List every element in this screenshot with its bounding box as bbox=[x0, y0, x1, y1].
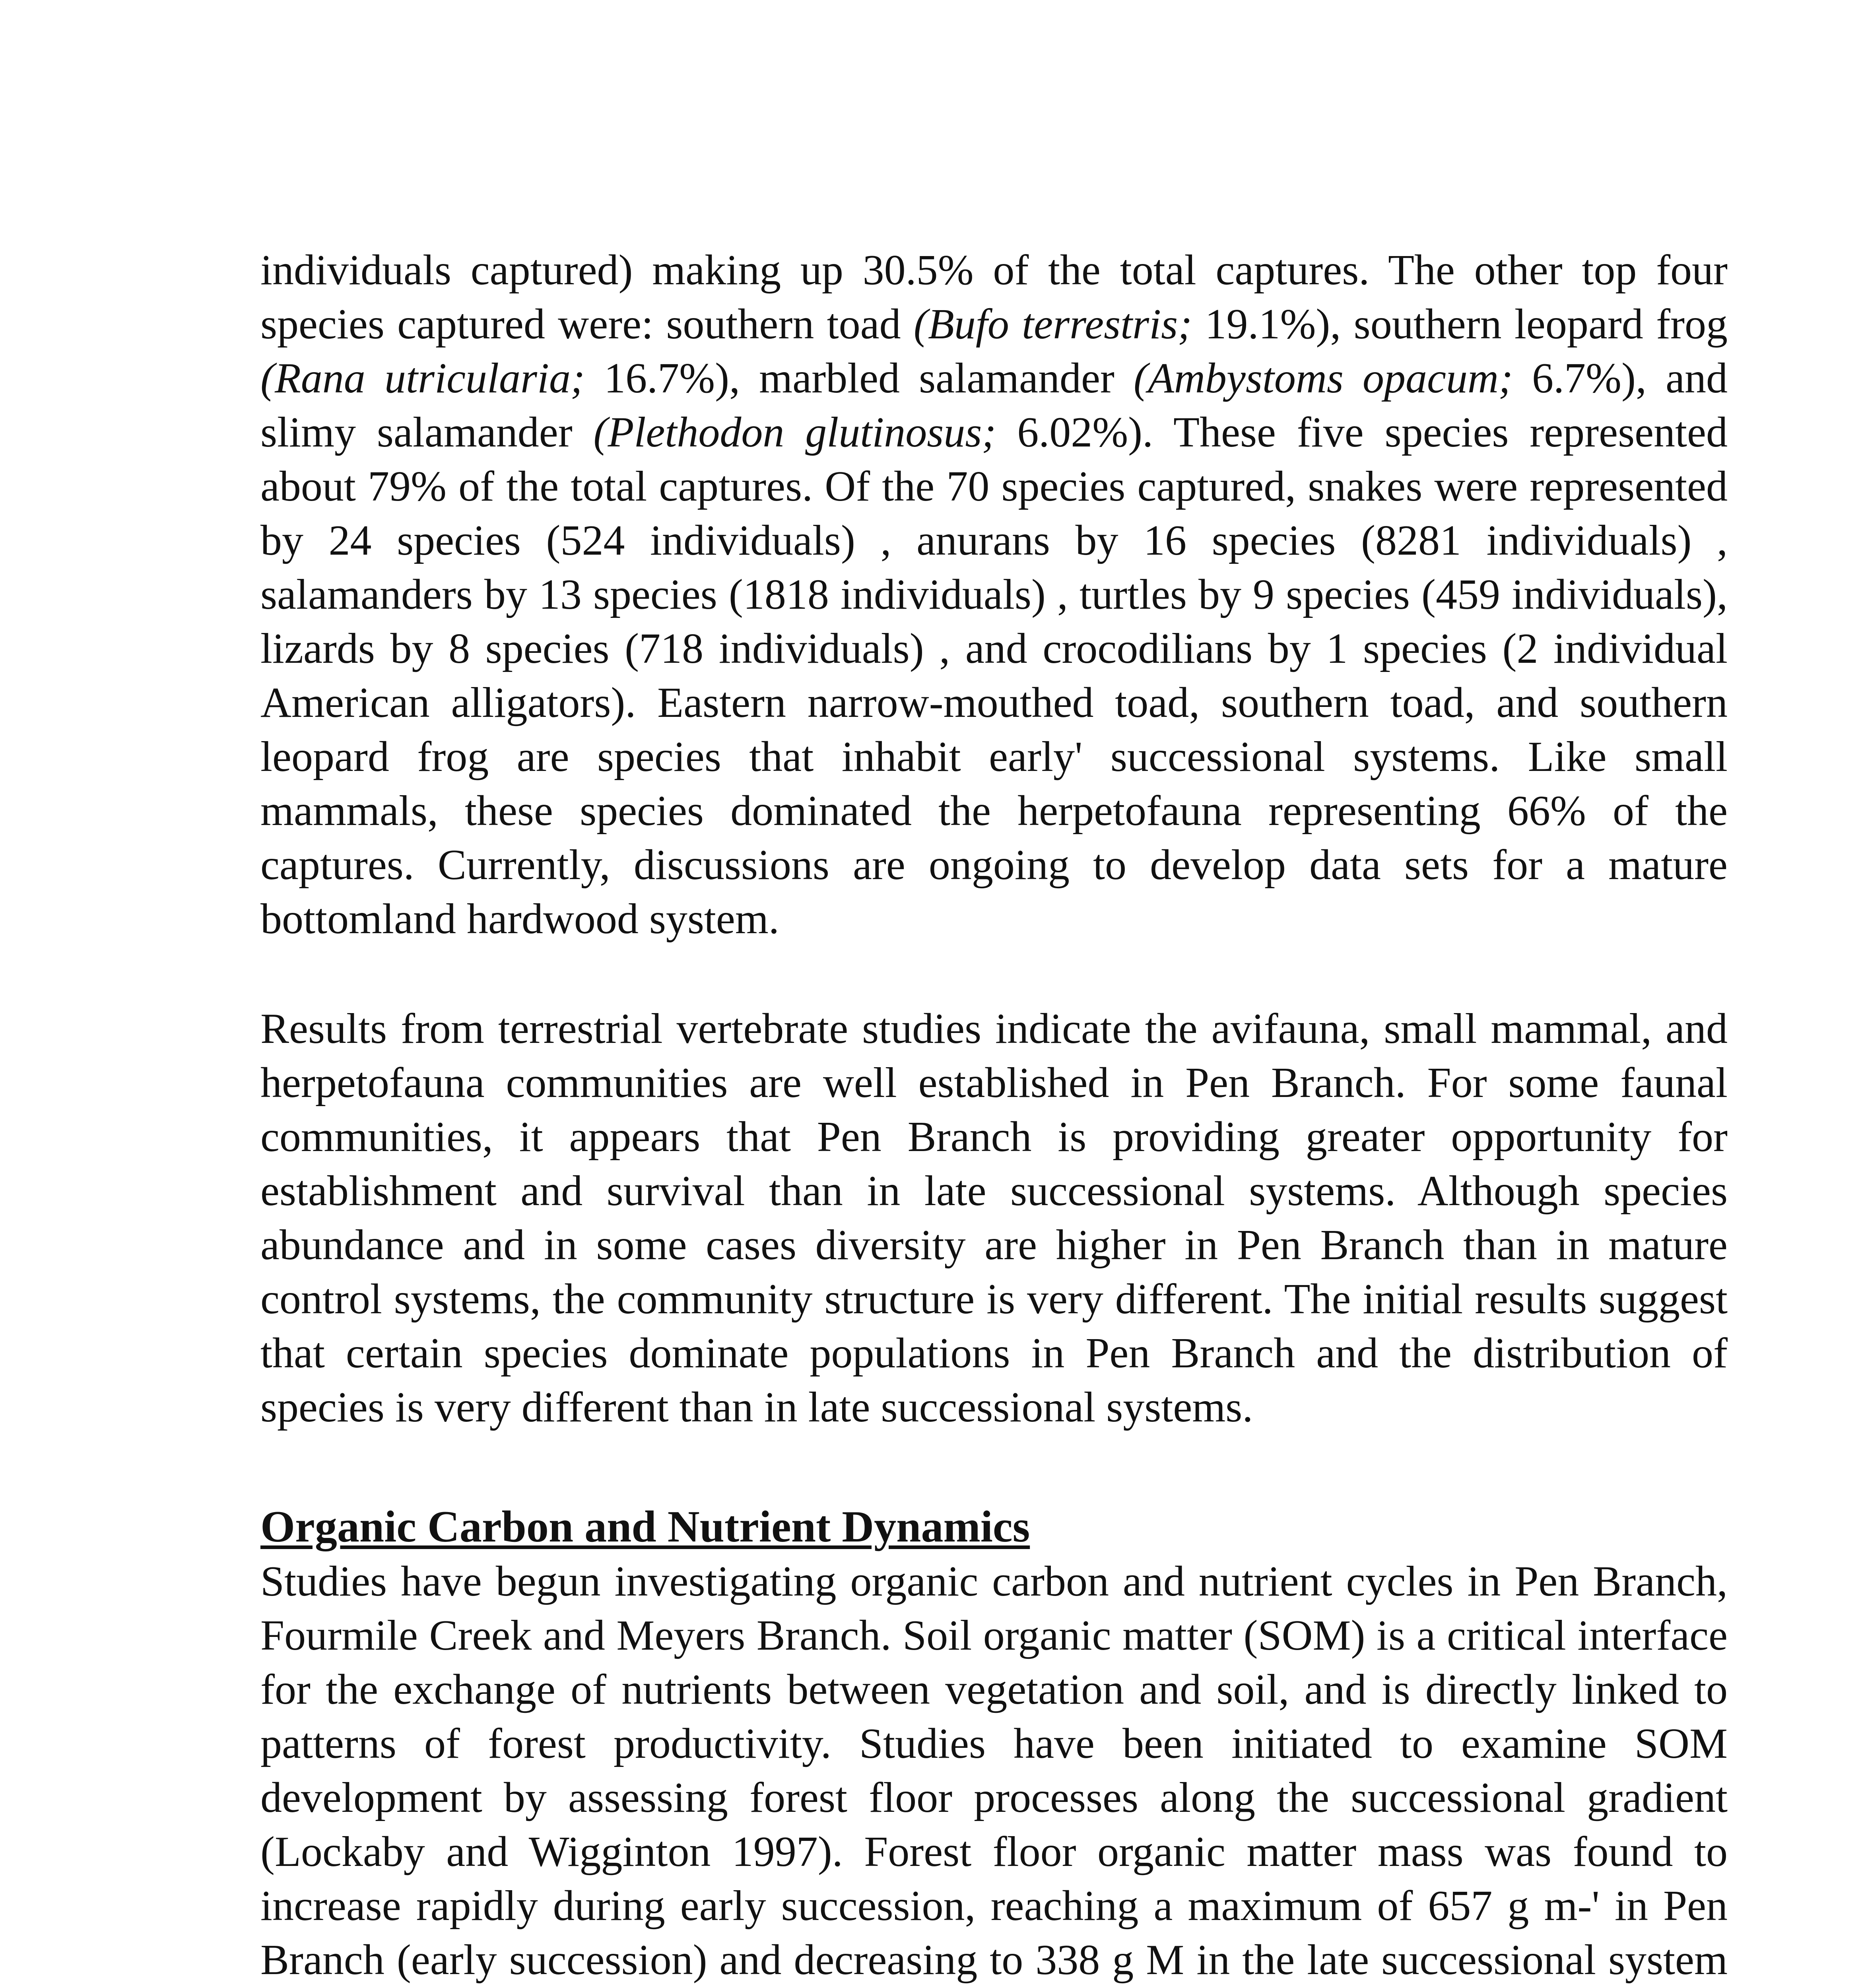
section-heading: Organic Carbon and Nutrient Dynamics bbox=[260, 1502, 1030, 1551]
paragraph-organic-carbon bbox=[260, 1555, 1728, 1988]
paragraph-1-part-2: 19.1%), southern leopard frog bbox=[1192, 301, 1728, 348]
paragraph-vertebrate-results bbox=[260, 1002, 1728, 1435]
species-name-bufo: (Bufo terrestris; bbox=[913, 301, 1192, 348]
paragraph-1-part-3: 16.7%), marbled salamander bbox=[585, 355, 1134, 402]
paragraph-2-text: Results from terrestrial vertebrate studies indicate the avifauna, small mammal, and herpetofauna communities are well established in Pen Branch. For some faunal communities, it appears that Pen Branch is providing greater opportunity for establishment and survival than in late successional systems. Although species abundance and in some cases diversity are higher in Pen Branch than in mature control systems, the community structure is very different. The initial results suggest that certain species dominate populations in Pen Branch and the distribution of species is very different than in late successional systems. bbox=[260, 1005, 1728, 1431]
species-name-rana: (Rana utricularia; bbox=[260, 355, 585, 402]
paragraph-1-part-1: individuals captured) making up 30.5% of the total captures. The other top four species captured were: southern toad bbox=[260, 247, 1728, 348]
species-name-ambystoma: (Ambystoms opacum; bbox=[1133, 355, 1513, 402]
paragraph-1-part-4: 6.7%), and slimy salamander bbox=[260, 355, 1728, 456]
section-heading-block bbox=[260, 1501, 1728, 1553]
species-name-plethodon: (Plethodon glutinosus; bbox=[593, 409, 996, 456]
paragraph-3-text: Studies have begun investigating organic carbon and nutrient cycles in Pen Branch, Fourmile Creek and Meyers Branch. Soil organic matter (SOM) is a critical interface for the exchange of nutrients between vegetation and soil, and is directly linked to patterns of forest productivity. Studies have been initiated to examine SOM development by assessing forest floor processes along the successional gradient (Lockaby and Wigginton 1997). Forest floor organic matter mass was found to increase rapidly during early succession, reaching a maximum of 657 g m-' in Pen Branch (early succession) and decreasing to 338 g M in the late successional system bbox=[260, 1558, 1728, 1984]
paragraph-1-text bbox=[260, 243, 1728, 946]
paragraph-1-part-5: 6.02%). These five species represented about 79% of the total captures. Of the 70 species captured, snakes were represented by 24 species (524 individuals) , anurans by 16 species (8281 individuals) , salamanders by 13 species (1818 individuals) , turtles by 9 species (459 individuals), lizards by 8 species (718 individuals) , and crocodilians by 1 species (2 individual American alligators). Eastern narrow-mouthed toad, southern toad, and southern leopard frog are species that inhabit early' successional systems. Like small mammals, these species dominated the herpetofauna representing 66% of the captures. Currently, discussions are ongoing to develop data sets for a mature bottomland hardwood system. bbox=[260, 409, 1728, 943]
paragraph-herpetofauna-captures bbox=[260, 243, 1728, 946]
